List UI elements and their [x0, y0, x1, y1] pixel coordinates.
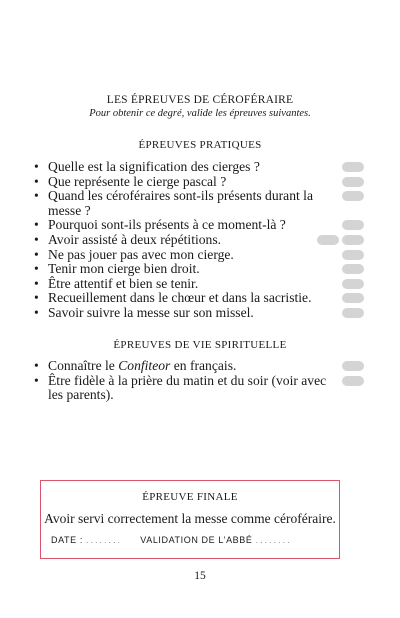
validation-checkbox[interactable]: [342, 191, 364, 201]
practical-item: [34, 291, 364, 306]
validation-label: VALIDATION DE L’ABBÉ: [140, 535, 253, 545]
date-field[interactable]: ........: [86, 535, 123, 545]
validation-checkbox[interactable]: [342, 279, 364, 289]
page-number: 15: [194, 570, 206, 582]
validation-checkbox-group: [342, 361, 364, 371]
final-test-box: [40, 480, 340, 559]
practical-items-list: [34, 160, 364, 321]
practical-item: [34, 189, 364, 218]
practical-item-text: Pourquoi sont-ils présents à ce moment-là ?: [48, 217, 286, 233]
validation-checkbox-group: [342, 220, 364, 230]
spiritual-item: [34, 374, 364, 403]
validation-checkbox[interactable]: [342, 376, 364, 386]
validation-checkbox-group: [342, 162, 364, 172]
spiritual-section-title: ÉPREUVES DE VIE SPIRITUELLE: [113, 339, 287, 351]
validation-checkbox-group: [342, 308, 364, 318]
item-text-after: en français.: [170, 358, 237, 373]
validation-checkbox[interactable]: [342, 235, 364, 245]
practical-item-text: Être attentif et bien se tenir.: [48, 275, 199, 291]
spiritual-item-text: Être fidèle à la prière du matin et du soir (voir avec les parents).: [48, 372, 327, 403]
validation-checkbox[interactable]: [342, 250, 364, 260]
spiritual-items-list: [34, 359, 364, 403]
practical-item-text: Quand les céroféraires sont-ils présents durant la messe ?: [48, 188, 313, 218]
practical-item: [34, 306, 364, 321]
practical-item-text: Quelle est la signification des cierges ?: [48, 159, 260, 174]
item-text-before: Connaître le: [48, 358, 119, 373]
practical-item: [34, 277, 364, 292]
practical-item: [34, 248, 364, 263]
practical-item-text: Que représente le cierge pascal ?: [48, 173, 227, 189]
final-test-title: ÉPREUVE FINALE: [142, 491, 238, 503]
validation-checkbox-group: [342, 264, 364, 274]
page-subtitle: Pour obtenir ce degré, valide les épreuves suivantes.: [89, 108, 311, 119]
validation-checkbox[interactable]: [342, 308, 364, 318]
spiritual-item: [34, 359, 364, 374]
validation-checkbox[interactable]: [342, 162, 364, 172]
practical-item-text: Savoir suivre la messe sur son missel.: [48, 304, 254, 320]
practical-item: [34, 262, 364, 277]
validation-checkbox[interactable]: [342, 293, 364, 303]
practical-item-text: Tenir mon cierge bien droit.: [48, 261, 200, 277]
validation-checkbox-group: [342, 191, 364, 201]
validation-checkbox-group: [317, 235, 364, 245]
validation-checkbox-group: [342, 293, 364, 303]
spiritual-item-text: [48, 358, 236, 373]
validation-checkbox[interactable]: [342, 177, 364, 187]
date-label: DATE :: [51, 535, 83, 545]
practical-item: [34, 160, 364, 175]
practical-item-text: Avoir assisté à deux répétitions.: [48, 231, 222, 247]
validation-checkbox[interactable]: [342, 220, 364, 230]
validation-checkbox-group: [342, 250, 364, 260]
final-test-text: Avoir servi correctement la messe comme céroféraire.: [44, 511, 336, 526]
validation-checkbox[interactable]: [342, 361, 364, 371]
practical-section-title: ÉPREUVES PRATIQUES: [138, 139, 262, 151]
practical-item-text: Ne pas jouer pas avec mon cierge.: [48, 246, 234, 262]
validation-checkbox-group: [342, 279, 364, 289]
practical-item-text: Recueillement dans le chœur et dans la sacristie.: [48, 290, 312, 306]
validation-field[interactable]: ........: [255, 535, 292, 545]
final-test-signature-row: [51, 535, 329, 545]
practical-item: [34, 233, 364, 248]
validation-checkbox[interactable]: [342, 264, 364, 274]
page-title: LES ÉPREUVES DE CÉROFÉRAIRE: [106, 94, 294, 106]
item-text-emphasis: Confiteor: [118, 358, 171, 373]
practical-item: [34, 175, 364, 190]
validation-checkbox-group: [342, 376, 364, 386]
validation-checkbox-group: [342, 177, 364, 187]
practical-item: [34, 218, 364, 233]
validation-checkbox[interactable]: [317, 235, 339, 245]
